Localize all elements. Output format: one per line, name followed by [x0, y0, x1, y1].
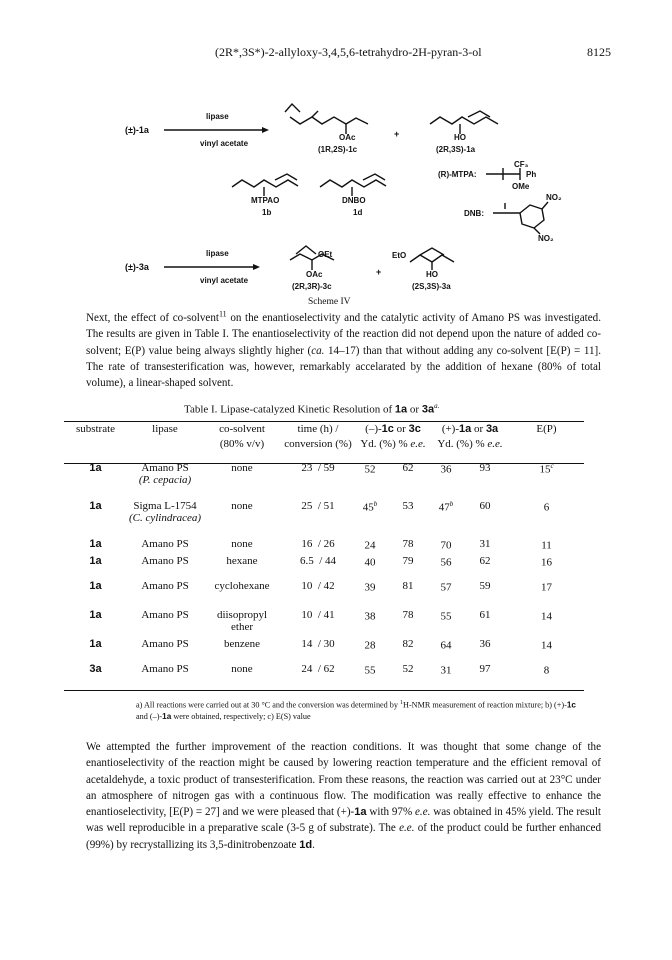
cell-substrate: 1a — [89, 555, 102, 567]
plus-sign-2: + — [376, 267, 382, 277]
cell-substrate: 1a — [89, 580, 102, 592]
structure-1d — [320, 174, 386, 196]
cell-yield-1c: 45$^b$ — [362, 500, 378, 514]
cell-yield-1c: 52 — [364, 463, 376, 476]
cell-ee-1c: 52 — [402, 663, 414, 675]
reaction-arrow-1-head — [262, 127, 269, 133]
label-1c: (1R,2S)-1c — [318, 145, 358, 154]
paragraph-improvement: We attempted the further improvement of the reaction conditions. It was thought that some change of the enantioselectivity of the reaction might be caused by lowering reaction temperature and the efficient removal of acetaldehyde, a toxic product of transesterification. From these reasons, the reaction was carried out at 23°C under an atmosphere of nitrogen gas with a continuous flow. The modification was really effective to enhance the enantioselectivity, [E(P) = 27] and we were pleased that (+)-1a with 97% e.e. was obtained in 45% yield. The result was well reproducible in a preparative scale (3-5 g of substrate). The e.e. of the product could be further enhanced (99%) by recrystallizing its 3,5-dinitrobenzoate 1d. — [86, 741, 601, 851]
cell-cosolvent: benzene — [223, 638, 261, 650]
header-time: time (h) / — [297, 423, 339, 435]
cell-ee-1c: 81 — [402, 580, 414, 592]
cell-yield-1a: 55 — [440, 610, 452, 623]
header-yield-ee-1a: Yd. (%) % e.e. — [437, 438, 503, 450]
cell-yield-1c: 39 — [364, 581, 376, 594]
cell-yield-1c: 55 — [364, 664, 376, 677]
dnb-definition: DNB: — [464, 209, 484, 218]
table-row — [64, 638, 584, 663]
cell-ee-1c: 79 — [402, 555, 414, 567]
start-racemate-3a: (±)-3a — [125, 262, 149, 272]
cell-cosolvent: none — [231, 462, 253, 474]
table-row — [64, 462, 584, 500]
reagent-lipase-2: lipase — [206, 249, 229, 258]
cell-ep: 8 — [543, 664, 550, 677]
cell-lipase: Amano PS — [141, 638, 189, 650]
table-header-row-1 — [64, 423, 584, 438]
cell-ep: 17 — [541, 581, 552, 594]
cell-time-conversion: 23 / 59 — [301, 462, 335, 474]
cell-yield-1a: 31 — [440, 664, 452, 677]
cell-lipase: Sigma L-1754 (C. cylindracea) — [128, 500, 202, 524]
paragraph-cosolvent: Next, the effect of co-solvent$^{11}$ on the enantioselectivity and the catalytic activity of Amano PS was investigated. The results are given in Table I. The enantioselectivity of the reaction did not depend upon the nature of added co-solvent; E(P) value being always slightly higher (ca. 14–17) than that without adding any co-solvent [E(P) = 11]. The rate of transesterification was, however, remarkably accelarated by the addition of hexane (80% of total volume), a linear-shaped solvent. — [86, 309, 601, 390]
cell-cosolvent: none — [231, 500, 253, 512]
cell-yield-1c: 24 — [364, 539, 376, 552]
structure-1c — [285, 104, 368, 134]
table-row — [64, 500, 584, 538]
cell-yield-1c: 38 — [364, 610, 376, 623]
dnb-fragment — [493, 202, 548, 234]
table-row — [64, 538, 584, 555]
cell-cosolvent: cyclohexane — [214, 580, 270, 592]
cell-ee-1a: 60 — [479, 500, 491, 512]
table-caption: Table I. Lipase-catalyzed Kinetic Resolution of 1a or $3a^{a.}$ — [184, 402, 440, 416]
mtpa-cf3: CF₃ — [514, 160, 529, 169]
cell-ee-1a: 31 — [479, 538, 491, 550]
results-table — [64, 423, 584, 687]
cell-ee-1a: 36 — [479, 638, 491, 650]
sub-ho-1a: HO — [454, 133, 466, 142]
table-header-row-2 — [64, 438, 584, 462]
sub-dnbo-1d: DNBO — [342, 196, 366, 205]
running-title: (2R*,3S*)-2-allyloxy-3,4,5,6-tetrahydro-2H-pyran-3-ol — [215, 45, 482, 59]
cell-substrate: 1a — [89, 538, 102, 550]
cell-yield-1a: 70 — [440, 539, 452, 552]
label-1b: 1b — [262, 208, 272, 217]
mtpa-definition: (R)-MTPA: — [438, 170, 477, 179]
header-cosolvent-sub: (80% v/v) — [219, 438, 265, 450]
header-cosolvent: co-solvent — [219, 423, 265, 435]
reagent-vinyl-acetate-1: vinyl acetate — [200, 139, 249, 148]
cell-ep: 11 — [541, 539, 552, 552]
header-yield-ee-1c: Yd. (%) % e.e. — [360, 438, 426, 450]
cell-yield-1a: 56 — [440, 556, 452, 569]
plus-sign-1: + — [394, 129, 400, 139]
cell-yield-1a: 64 — [440, 639, 452, 652]
header-lipase: lipase — [152, 423, 178, 435]
structure-1b — [232, 174, 298, 196]
sub-mtpao-1b: MTPAO — [251, 196, 280, 205]
cell-time-conversion: 25 / 51 — [301, 500, 335, 512]
sub-eto-3a: EtO — [392, 251, 407, 260]
structure-1a — [430, 111, 498, 134]
cell-cosolvent: hexane — [226, 555, 258, 567]
table-bottom-rule — [64, 690, 584, 691]
header-ep: E(P) — [536, 423, 557, 435]
cell-substrate: 3a — [89, 663, 102, 675]
structure-3a — [410, 248, 454, 270]
cell-substrate: 1a — [89, 609, 102, 621]
cell-ep: 6 — [543, 501, 550, 514]
page-number: 8125 — [587, 45, 611, 59]
table-row — [64, 663, 584, 687]
cell-ep: 15$^c$ — [539, 462, 554, 476]
cell-ee-1c: 82 — [402, 638, 414, 650]
cell-ee-1c: 53 — [402, 500, 414, 512]
cell-ee-1c: 62 — [402, 462, 414, 474]
mtpa-fragment — [486, 168, 520, 180]
table-row — [64, 580, 584, 609]
cell-substrate: 1a — [89, 462, 102, 474]
cell-substrate: 1a — [89, 638, 102, 650]
cell-ee-1c: 78 — [402, 538, 414, 550]
cell-time-conversion: 10 / 41 — [301, 609, 335, 621]
cell-ee-1c: 78 — [402, 609, 414, 621]
cell-substrate: 1a — [89, 500, 102, 512]
cell-ee-1a: 62 — [479, 555, 491, 567]
mtpa-ome: OMe — [512, 182, 530, 191]
table-row — [64, 555, 584, 580]
cell-ee-1a: 59 — [479, 580, 491, 592]
cell-time-conversion: 6.5 / 44 — [299, 555, 337, 567]
cell-lipase: Amano PS — [141, 580, 189, 592]
cell-time-conversion: 14 / 30 — [301, 638, 335, 650]
cell-ee-1a: 93 — [479, 462, 491, 474]
cell-cosolvent: none — [231, 538, 253, 550]
cell-yield-1a: 36 — [440, 463, 452, 476]
reaction-arrow-2-head — [253, 264, 260, 270]
label-3c: (2R,3R)-3c — [292, 282, 332, 291]
reagent-vinyl-acetate-2: vinyl acetate — [200, 276, 249, 285]
reagent-lipase-1: lipase — [206, 112, 229, 121]
cell-time-conversion: 10 / 42 — [301, 580, 335, 592]
cell-cosolvent: diisopropyl ether — [216, 609, 268, 633]
start-racemate-1a: (±)-1a — [125, 125, 149, 135]
cell-ep: 16 — [541, 556, 552, 569]
cell-lipase: Amano PS — [141, 555, 189, 567]
sub-ho-3a: HO — [426, 270, 438, 279]
scheme-caption: Scheme IV — [308, 297, 351, 307]
cell-ep: 14 — [541, 639, 552, 652]
cell-ee-1a: 61 — [479, 609, 491, 621]
sub-oac-3c: OAc — [306, 270, 323, 279]
mtpa-ph: Ph — [526, 170, 537, 179]
cell-yield-1a: 57 — [440, 581, 452, 594]
label-1d: 1d — [353, 208, 363, 217]
header-conversion: conversion (%) — [284, 438, 352, 450]
header-substrate: substrate — [75, 423, 116, 435]
cell-lipase: Amano PS — [141, 663, 189, 675]
dnb-no2-bottom: NO₂ — [538, 234, 554, 243]
cell-time-conversion: 16 / 26 — [301, 538, 335, 550]
cell-yield-1c: 28 — [364, 639, 376, 652]
header-product-1a: (+)-1a or 3a — [441, 423, 499, 435]
sub-oac-1c: OAc — [339, 133, 356, 142]
sub-oet-3c: OEt — [318, 250, 333, 259]
table-row — [64, 609, 584, 638]
cell-cosolvent: none — [231, 663, 253, 675]
dnb-no2-top: NO₂ — [546, 193, 562, 202]
cell-ee-1a: 97 — [479, 663, 491, 675]
cell-time-conversion: 24 / 62 — [301, 663, 335, 675]
label-3a: (2S,3S)-3a — [412, 282, 451, 291]
cell-ep: 14 — [541, 610, 552, 623]
label-1a: (2R,3S)-1a — [436, 145, 476, 154]
table-top-rule — [64, 421, 584, 422]
cell-lipase: Amano PS — [141, 609, 189, 621]
cell-yield-1c: 40 — [364, 556, 376, 569]
cell-yield-1a: 47$^b$ — [438, 500, 454, 514]
cell-lipase: Amano PS — [141, 538, 189, 550]
cell-lipase: Amano PS (P. cepacia) — [138, 462, 192, 486]
table-footnote: a) All reactions were carried out at 30 °C and the conversion was determined by $^1$H-NMR measurement of reaction mixture; b) (+)-1c and (–)-1a were obtained, respectively; c) E(S) value — [136, 700, 576, 721]
header-product-1c: (–)-1c or 3c — [365, 423, 421, 435]
